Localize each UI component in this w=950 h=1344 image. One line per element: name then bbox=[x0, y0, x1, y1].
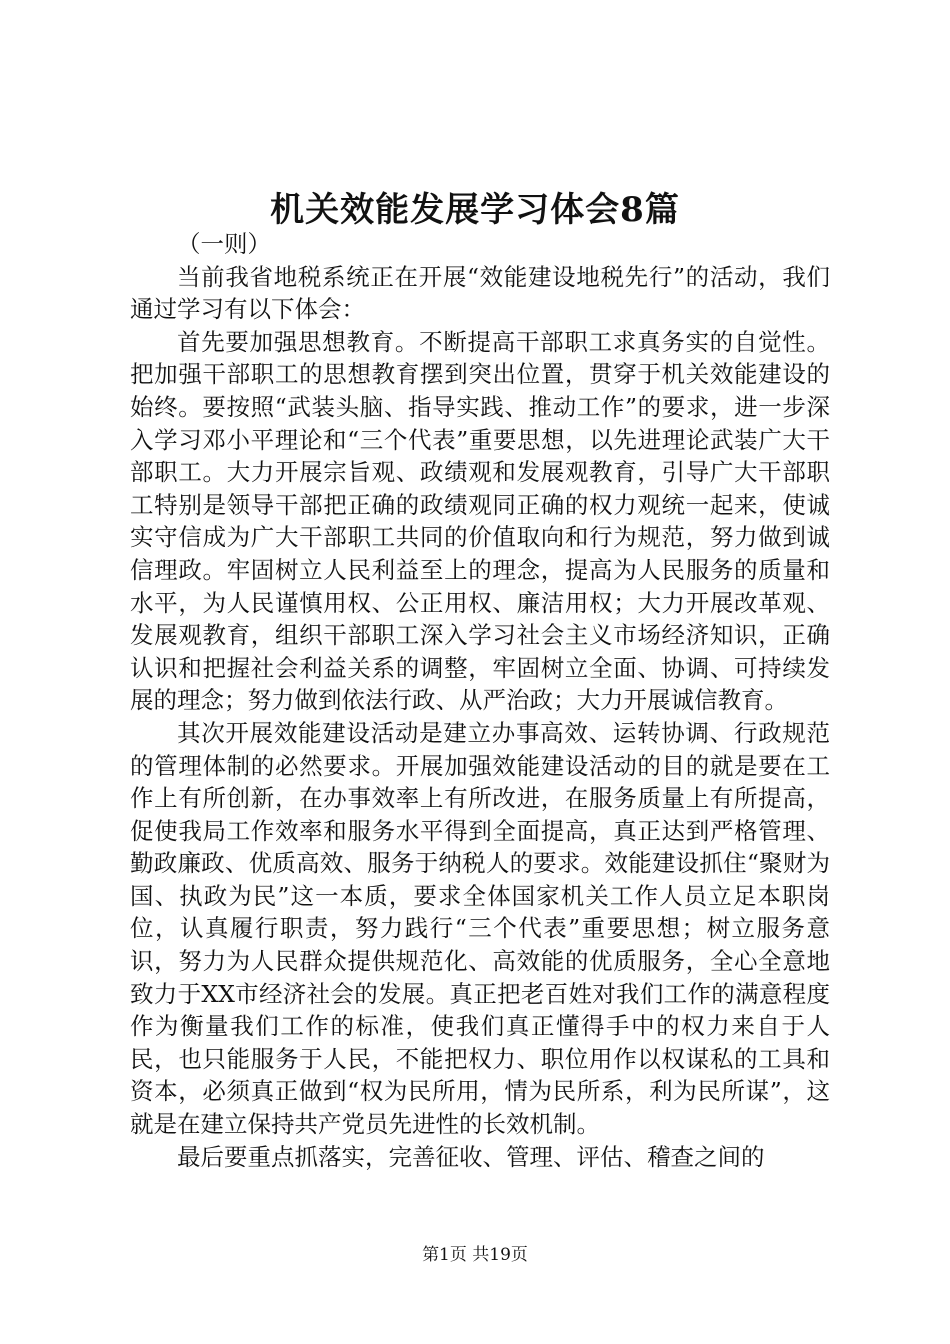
document-body bbox=[130, 228, 830, 1173]
paragraph-last: 最后要重点抓落实，完善征收、管理、评估、稽查之间的 bbox=[177, 1142, 765, 1171]
paragraph-first: 首先要加强思想教育。不断提高干部职工求真务实的自觉性。把加强干部职工的思想教育摆到突出位置，贯穿于机关效能建设的始终。要按照“武装头脑、指导实践、推动工作”的要求，进一步深入学习邓小平理论和“三个代表”重要思想，以先进理论武装广大干部职工。大力开展宗旨观、政绩观和发展观教育，引导广大干部职工特别是领导干部把正确的政绩观同正确的权力观统一起来，使诚实守信成为广大干部职工共同的价值取向和行为规范，努力做到诚信理政。牢固树立人民利益至上的理念，提高为人民服务的质量和水平，为人民谨慎用权、公正用权、廉洁用权；大力开展改革观、发展观教育，组织干部职工深入学习社会主义市场经济知识，正确认识和把握社会利益关系的调整，牢固树立全面、协调、可持续发展的理念；努力做到依法行政、从严治政；大力开展诚信教育。 bbox=[130, 327, 830, 715]
paragraph-intro: 当前我省地税系统正在开展“效能建设地税先行”的活动，我们通过学习有以下体会： bbox=[130, 262, 830, 324]
section-subhead: （一则） bbox=[177, 230, 271, 258]
document-title: 机关效能发展学习体会8篇 bbox=[270, 190, 680, 230]
page-footer: 第1页 共19页 bbox=[422, 1245, 528, 1265]
paragraph-second: 其次开展效能建设活动是建立办事高效、运转协调、行政规范的管理体制的必然要求。开展加强效能建设活动的目的就是要在工作上有所创新，在办事效率上有所改进，在服务质量上有所提高，促使我局工作效率和服务水平得到全面提高，真正达到严格管理、勤政廉政、优质高效、服务于纳税人的要求。效能建设抓住“聚财为国、执政为民”这一本质，要求全体国家机关工作人员立足本职岗位，认真履行职责，努力践行“三个代表”重要思想；树立服务意识，努力为人民群众提供规范化、高效能的优质服务，全心全意地致力于XX市经济社会的发展。真正把老百姓对我们工作的满意程度作为衡量我们工作的标准，使我们真正懂得手中的权力来自于人民，也只能服务于人民，不能把权力、职位用作以权谋私的工具和资本，必须真正做到“权为民所用，情为民所系，利为民所谋”，这就是在建立保持共产党员先进性的长效机制。 bbox=[130, 718, 830, 1139]
